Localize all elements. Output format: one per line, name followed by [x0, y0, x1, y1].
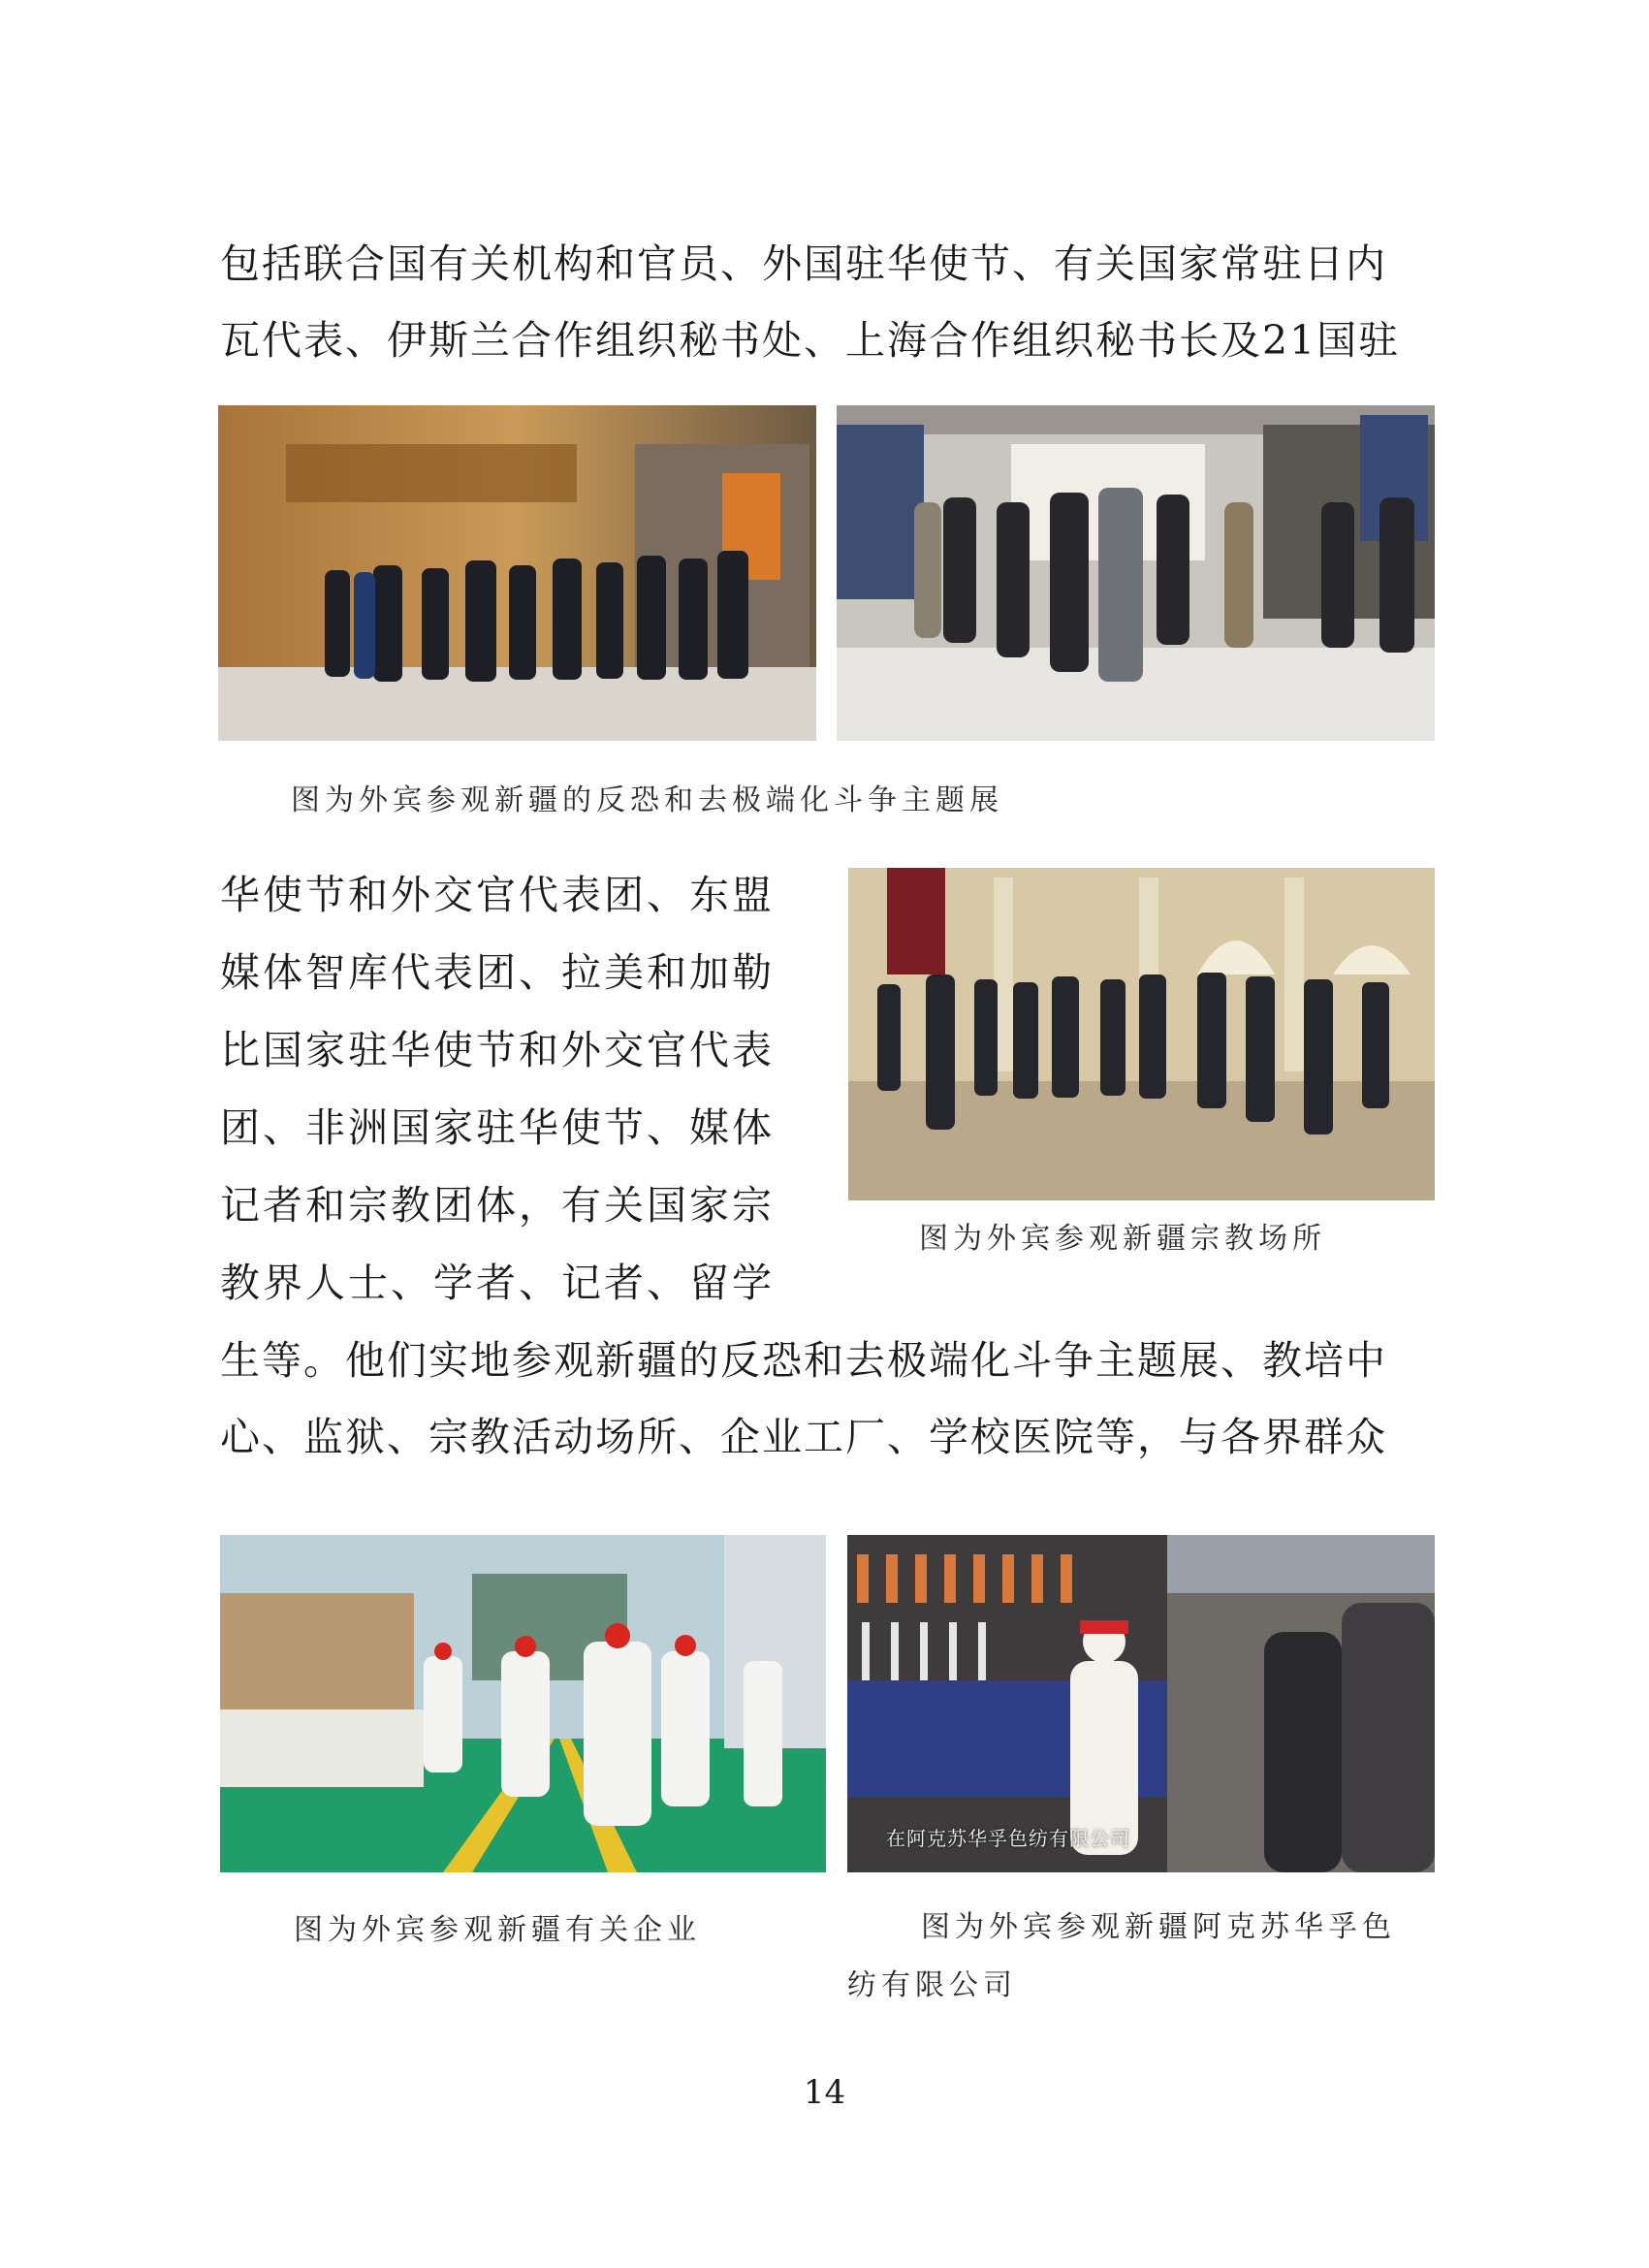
- caption-exhibition: 图为外宾参观新疆的反恐和去极端化斗争主题展: [291, 783, 1003, 817]
- caption-enterprise: 图为外宾参观新疆有关企业: [294, 1913, 701, 1947]
- caption-textile-line-1: 图为外宾参观新疆阿克苏华孚色: [921, 1910, 1396, 1944]
- photo-exhibition-corridor: [837, 405, 1435, 741]
- photo-religious-site: [848, 868, 1435, 1200]
- paragraph-line-1: 包括联合国有关机构和官员、外国驻华使节、有关国家常驻日内: [220, 240, 1387, 287]
- paragraph-line-4: 心、监狱、宗教活动场所、企业工厂、学校医院等，与各界群众: [220, 1414, 1387, 1460]
- paragraph-wrap-line-5: 记者和宗教团体，有关国家宗: [220, 1182, 775, 1229]
- paragraph-wrap-line-6: 教界人士、学者、记者、留学: [220, 1260, 775, 1306]
- photo-enterprise: [220, 1535, 826, 1872]
- paragraph-line-2: 瓦代表、伊斯兰合作组织秘书处、上海合作组织秘书长及21国驻: [220, 317, 1401, 364]
- paragraph-wrap-line-1: 华使节和外交官代表团、东盟: [220, 872, 775, 918]
- caption-religious-site: 图为外宾参观新疆宗教场所: [919, 1222, 1326, 1256]
- caption-textile-line-2: 纺有限公司: [847, 1968, 1017, 2002]
- paragraph-wrap-line-2: 媒体智库代表团、拉美和加勒: [220, 949, 775, 996]
- page-number: 14: [803, 2073, 846, 2112]
- photo-textile-mill: [847, 1535, 1435, 1872]
- photo-overlay-label: 在阿克苏华孚色纺有限公司: [886, 1827, 1130, 1850]
- paragraph-wrap-line-3: 比国家驻华使节和外交官代表: [220, 1027, 775, 1073]
- photo-exhibition-hall: [218, 405, 816, 741]
- paragraph-line-3: 生等。他们实地参观新疆的反恐和去极端化斗争主题展、教培中: [220, 1337, 1387, 1384]
- paragraph-wrap-line-4: 团、非洲国家驻华使节、媒体: [220, 1104, 775, 1151]
